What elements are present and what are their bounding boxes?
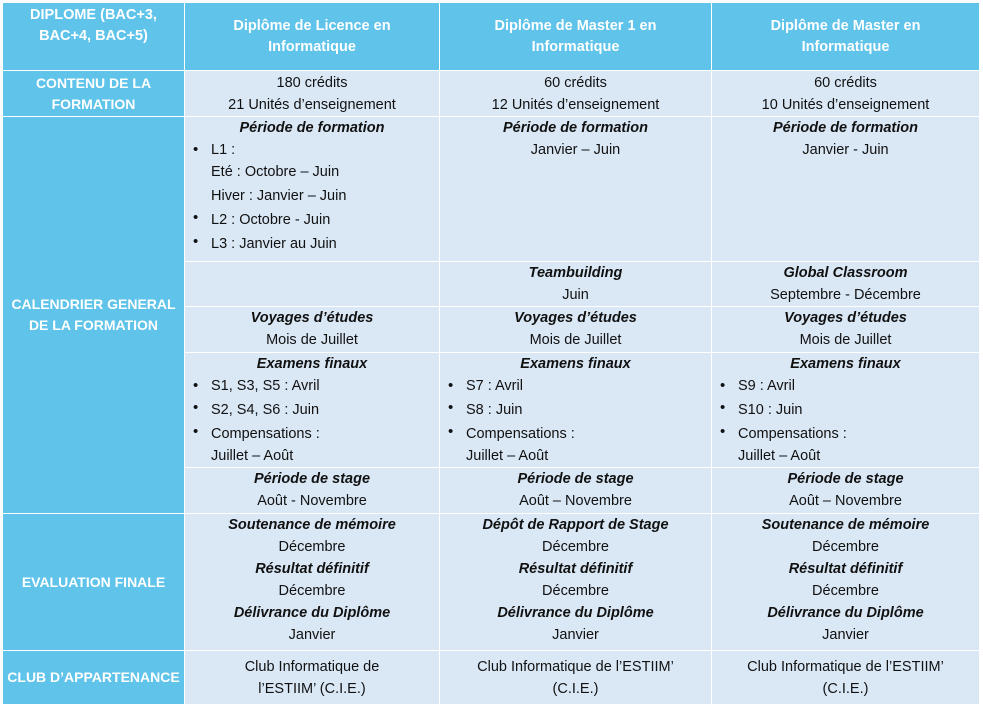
periode-row: [3, 117, 980, 262]
section-title: Délivrance du Diplôme: [767, 605, 924, 621]
stage-value: Août – Novembre: [519, 493, 632, 509]
section-title: Résultat définitif: [255, 561, 369, 577]
evaluation-licence: [185, 514, 440, 651]
voyages-value: Mois de Juillet: [799, 332, 892, 348]
units-text: 12 Unités d’enseignement: [491, 96, 660, 113]
row-label-evaluation: EVALUATION FINALE: [3, 514, 185, 651]
section-title: Période de stage: [787, 471, 904, 487]
list-item: • S9 : Avril: [716, 375, 975, 397]
units-text: 10 Unités d’enseignement: [761, 96, 930, 113]
team-master1: [440, 262, 712, 307]
evaluation-master: [712, 514, 980, 651]
section-title: Période de formation: [502, 120, 649, 136]
section-title: Délivrance du Diplôme: [233, 605, 391, 621]
eval-value: Décembre: [542, 583, 609, 599]
section-title: Voyages d’études: [514, 310, 637, 326]
club-master: Club Informatique de l’ESTIIM’ (C.I.E.): [712, 651, 980, 705]
compensation-value: Juillet – Août: [466, 448, 549, 464]
list-item: • L3 : Janvier au Juin: [189, 231, 435, 255]
row-label-calendrier: CALENDRIER GENERAL DE LA FORMATION: [3, 117, 185, 514]
list-item: • S7 : Avril: [444, 375, 707, 397]
team-master: [712, 262, 980, 307]
list-item: • S8 : Juin: [444, 397, 707, 421]
eval-value: Décembre: [278, 539, 346, 555]
list-item: • Compensations :: [444, 421, 707, 445]
evaluation-row: [3, 514, 980, 651]
voyages-master1: [440, 307, 712, 353]
header-diplome: DIPLOME (BAC+3, BAC+4, BAC+5): [3, 3, 185, 71]
list-item: Eté : Octobre – Juin: [211, 164, 340, 180]
credits-text: 60 crédits: [544, 74, 607, 91]
eval-value: Décembre: [278, 583, 346, 599]
section-title: Période de formation: [772, 120, 919, 136]
section-title: Soutenance de mémoire: [761, 517, 930, 533]
compensation-value: Juillet – Août: [211, 448, 294, 464]
examens-master: [712, 353, 980, 468]
periode-master: [712, 117, 980, 262]
header-licence: Diplôme de Licence en Informatique: [185, 3, 440, 71]
periode-master1: [440, 117, 712, 262]
section-title: Période de stage: [517, 471, 634, 487]
section-title: Examens finaux: [520, 356, 631, 372]
section-title: Teambuilding: [528, 265, 623, 281]
row-label-contenu: CONTENU DE LA FORMATION: [3, 71, 185, 117]
list-item: • Compensations :: [716, 421, 975, 445]
eval-value: Janvier: [552, 627, 599, 643]
examens-list: [189, 375, 435, 445]
team-value: Septembre - Décembre: [770, 287, 921, 303]
list-item: • L2 : Octobre - Juin: [189, 207, 435, 231]
examens-list: [444, 375, 707, 445]
section-title: Résultat définitif: [518, 561, 633, 577]
voyages-master: [712, 307, 980, 353]
section-title: Voyages d’études: [250, 310, 374, 326]
contenu-master1: [440, 71, 712, 117]
team-licence: [185, 262, 440, 307]
stage-value: Août - Novembre: [257, 493, 367, 509]
eval-value: Janvier: [822, 627, 869, 643]
credits-text: 180 crédits: [276, 74, 348, 91]
voyages-value: Mois de Juillet: [266, 332, 358, 348]
club-row: [3, 651, 980, 705]
contenu-licence: [185, 71, 440, 117]
diploma-table: [2, 2, 980, 705]
periode-licence: [185, 117, 440, 262]
stage-licence: [185, 468, 440, 514]
section-title: Examens finaux: [256, 356, 368, 372]
club-licence: Club Informatique de l’ESTIIM’ (C.I.E.): [185, 651, 440, 705]
section-title: Soutenance de mémoire: [228, 517, 396, 533]
periode-value: Janvier - Juin: [802, 142, 889, 158]
list-item: • S10 : Juin: [716, 397, 975, 421]
club-master1: Club Informatique de l’ESTIIM’ (C.I.E.): [440, 651, 712, 705]
periode-list: [189, 139, 435, 255]
examens-master1: [440, 353, 712, 468]
section-title: Examens finaux: [790, 356, 901, 372]
credits-text: 60 crédits: [814, 74, 877, 91]
row-label-club: CLUB D’APPARTENANCE: [3, 651, 185, 705]
examens-list: [716, 375, 975, 445]
contenu-row: [3, 71, 980, 117]
eval-value: Décembre: [812, 583, 879, 599]
section-title: Global Classroom: [783, 265, 908, 281]
evaluation-master1: [440, 514, 712, 651]
voyages-value: Mois de Juillet: [529, 332, 622, 348]
section-title: Période de stage: [253, 471, 371, 487]
list-item: Hiver : Janvier – Juin: [211, 188, 347, 204]
periode-value: Janvier – Juin: [530, 142, 621, 158]
stage-master1: [440, 468, 712, 514]
contenu-master: [712, 71, 980, 117]
eval-value: Décembre: [542, 539, 609, 555]
eval-value: Janvier: [288, 627, 336, 643]
compensation-value: Juillet – Août: [738, 448, 821, 464]
stage-value: Août – Novembre: [789, 493, 902, 509]
section-title: Période de formation: [239, 120, 385, 136]
units-text: 21 Unités d’enseignement: [228, 96, 396, 113]
header-master: Diplôme de Master en Informatique: [712, 3, 980, 71]
list-item: • S1, S3, S5 : Avril: [189, 375, 435, 397]
section-title: Résultat définitif: [788, 561, 903, 577]
examens-licence: [185, 353, 440, 468]
section-title: Délivrance du Diplôme: [497, 605, 654, 621]
stage-master: [712, 468, 980, 514]
section-title: Voyages d’études: [784, 310, 907, 326]
team-value: Juin: [562, 287, 589, 303]
eval-value: Décembre: [812, 539, 879, 555]
list-item: • Compensations :: [189, 421, 435, 445]
section-title: Dépôt de Rapport de Stage: [482, 517, 669, 533]
header-row: [3, 3, 980, 71]
list-item: • L1 :: [189, 139, 435, 161]
header-master1: Diplôme de Master 1 en Informatique: [440, 3, 712, 71]
list-item: • S2, S4, S6 : Juin: [189, 397, 435, 421]
voyages-licence: [185, 307, 440, 353]
